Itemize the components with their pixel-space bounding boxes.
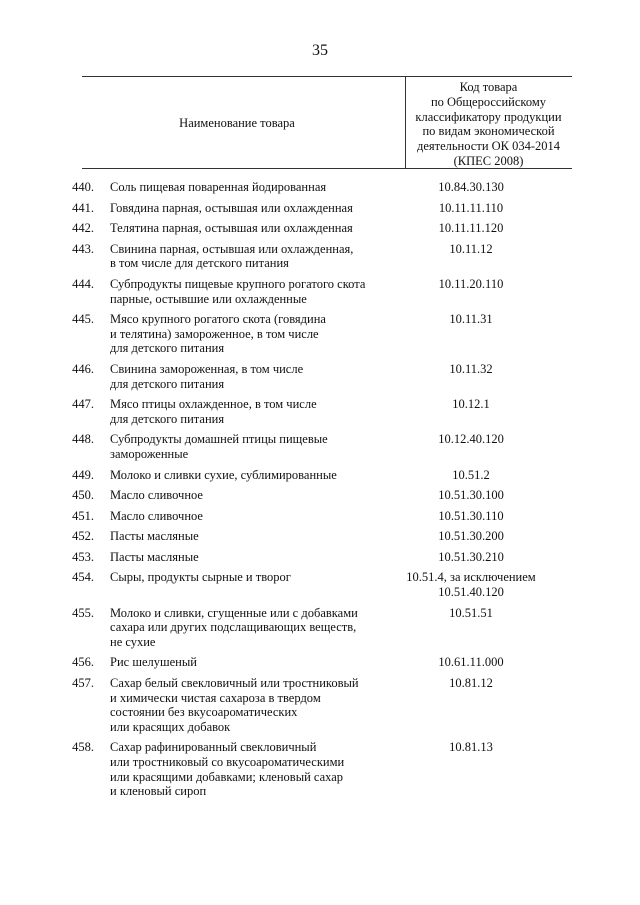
table-row: [0, 242, 640, 271]
product-name: Сахар белый свекловичный или тростниковый и химически чистая сахароза в твердом состоянии без вкусоароматических или красящих добавок: [110, 676, 359, 734]
product-name: Говядина парная, остывшая или охлажденная: [110, 200, 353, 215]
row-number: 447.: [72, 397, 94, 412]
product-code: 10.51.51: [449, 605, 493, 620]
product-code: 10.11.32: [449, 361, 493, 376]
product-name: Рис шелушеный: [110, 655, 197, 670]
product-code: 10.81.12: [449, 676, 493, 691]
product-name: Свинина парная, остывшая или охлажденная, в том числе для детского питания: [110, 241, 354, 271]
table-row: [0, 606, 640, 650]
table-row: [0, 397, 640, 426]
row-number: 442.: [72, 221, 94, 236]
product-code: 10.81.13: [449, 740, 493, 755]
product-code: 10.12.40.120: [438, 432, 504, 447]
product-name: Свинина замороженная, в том числе для детского питания: [110, 361, 304, 391]
product-name: Сыры, продукты сырные и творог: [110, 570, 291, 585]
product-code: 10.51.30.100: [438, 488, 504, 503]
product-name: Пасты масляные: [110, 549, 199, 564]
table-row: [0, 468, 640, 483]
table-row: [0, 509, 640, 524]
row-number: 453.: [72, 549, 94, 564]
column-header-name: Наименование товара: [179, 116, 295, 130]
product-name: Мясо крупного рогатого скота (говядина и телятина) замороженное, в том числе для детского питания: [110, 312, 326, 356]
product-code: 10.51.2: [452, 467, 490, 482]
product-code: 10.51.30.210: [438, 549, 504, 564]
product-code: 10.61.11.000: [438, 655, 504, 670]
product-name: Мясо птицы охлажденное, в том числе для детского питания: [110, 397, 317, 426]
table-row: [0, 312, 640, 356]
row-number: 450.: [72, 488, 94, 503]
product-name: Сахар рафинированный свекловичный или тростниковый со вкусоароматическими или красящими добавками; кленовый сахар и кленовый сироп: [110, 740, 345, 799]
row-number: 440.: [72, 180, 94, 194]
row-number: 451.: [72, 508, 94, 523]
row-number: 441.: [72, 200, 94, 215]
table-row: [0, 362, 640, 391]
row-number: 455.: [72, 605, 94, 620]
product-name: Масло сливочное: [110, 508, 203, 523]
table-row: [0, 550, 640, 565]
row-number: 457.: [72, 676, 94, 691]
product-code: 10.51.30.110: [438, 508, 504, 523]
table-row: [0, 432, 640, 461]
row-number: 444.: [72, 276, 94, 291]
row-number: 452.: [72, 529, 94, 544]
product-code: 10.11.11.110: [438, 200, 504, 215]
product-code: 10.11.31: [449, 312, 493, 327]
product-code: 10.12.1: [452, 397, 490, 412]
row-number: 454.: [72, 570, 94, 585]
page-number: 35: [312, 42, 328, 59]
product-name: Соль пищевая поваренная йодированная: [110, 180, 327, 194]
row-number: 449.: [72, 467, 94, 482]
product-code: 10.51.4, за исключением 10.51.40.120: [406, 570, 536, 600]
table-row: [0, 488, 640, 503]
product-name: Молоко и сливки, сгущенные или с добавками сахара или других подслащивающих веществ, не сухие: [110, 605, 358, 649]
product-code: 10.11.12: [449, 241, 493, 256]
table-row: [0, 529, 640, 544]
product-name: Масло сливочное: [110, 488, 203, 503]
table-row: [0, 201, 640, 216]
table-row: [0, 570, 640, 599]
product-name: Телятина парная, остывшая или охлажденная: [110, 221, 353, 236]
product-table-body: [0, 180, 640, 799]
table-row: [0, 676, 640, 734]
product-name: Молоко и сливки сухие, сублимированные: [110, 467, 337, 482]
product-code: 10.84.30.130: [438, 180, 504, 194]
row-number: 445.: [72, 312, 94, 327]
product-code: 10.11.20.110: [438, 276, 504, 291]
product-code: 10.11.11.120: [438, 221, 504, 236]
column-header-code: Код товара по Общероссийскому классификатору продукции по видам экономической деятельности ОК 034-2014 (КПЕС 2008): [415, 80, 562, 168]
row-number: 446.: [72, 361, 94, 376]
row-number: 448.: [72, 432, 94, 447]
row-number: 456.: [72, 655, 94, 670]
row-number: 443.: [72, 241, 94, 256]
table-row: [0, 740, 640, 798]
product-name: Пасты масляные: [110, 529, 199, 544]
table-row: [0, 221, 640, 236]
product-name: Субпродукты пищевые крупного рогатого скота парные, остывшие или охлажденные: [110, 276, 366, 306]
table-row: [0, 655, 640, 670]
table-row: [0, 180, 640, 195]
table-row: [0, 277, 640, 306]
table-top-rule: [82, 76, 572, 77]
product-code: 10.51.30.200: [438, 529, 504, 544]
row-number: 458.: [72, 740, 94, 755]
product-name: Субпродукты домашней птицы пищевые замороженные: [110, 432, 328, 461]
